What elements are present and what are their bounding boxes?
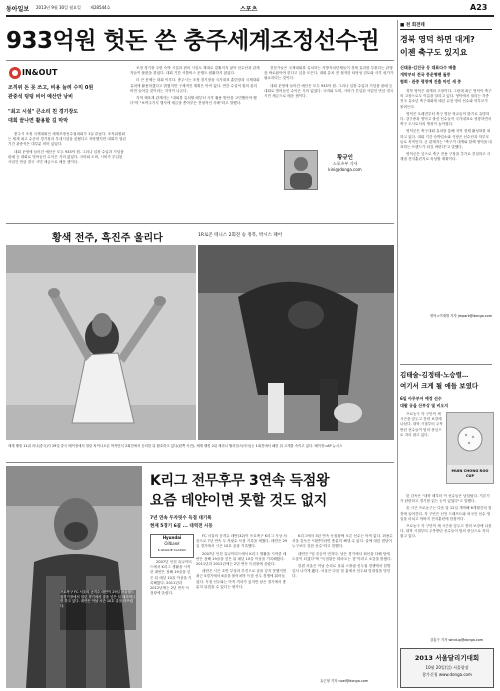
- sidebar-divider: [397, 20, 398, 688]
- section-name: 스포츠: [240, 6, 258, 13]
- reporter-photo: [284, 150, 318, 190]
- sidebar-box-2-headline-1: 김태술-김정태-노승렬…: [400, 371, 469, 379]
- in-out-subhead-2: "최고 시설" 큰소리 친 경기장도 대회 끝나면 활용할 길 막막: [8, 109, 79, 124]
- masthead-edition: 제28544호: [90, 5, 111, 10]
- reporter-email: kini@donga.com: [328, 167, 362, 172]
- sponsor-logo: Hyundai Oilbank K LEAGUE CLASSIC: [150, 534, 194, 558]
- photo-feature-subtitle: 1R로콘 테니스 2회전 승 정복, 박시스 패어: [198, 233, 283, 238]
- kleague-body-col2: K리그에서 3년 연속 득점왕에 오른 선수는 아직 없다. 최용수 서울 감독은 "데얀이라면 충분히 해낼 수 있다. 골에 대한 집념이 누구보다 강한 선수"라고 말했다. 데얀은 "팀 우승이 먼저다. 남은 경기에서 최선을 다해 팀에 도움이 되겠다"며 "득점왕은 따라오는 것"이라고 소감을 밝혔다. 한편 서울은 이날 승리로 상위 스플릿 선두권 경쟁에서 한발 앞서 나가게 됐다. 서울은 다음 달 홈에서 선두와 맞대결을 벌인다.: [292, 534, 393, 579]
- in-out-body-col1: 충주시 조정 국제대회인 세계조정선수권대회가 1일 끝났다. 조직위원회는 세계 최고 수준의 경기장과 부대시설을 갖췄다고 자랑했지만 대회가 열린 기간 관중석은 대부분 비어 있었다. 대회 운영에 들어간 예산은 모두 933억 원. 그러나 입장 수입과 기념품 판매 등 대회로 벌어들인 수익은 거의 없었다. 국비와 도비, 시비가 투입된 사업인 만큼 결국 시민 세금으로 메운 셈이다.: [8, 132, 126, 165]
- kleague-reporter: 유근형 기자 noel@donga.com: [320, 679, 369, 683]
- reporter-byline: [320, 155, 370, 173]
- sidebar-label: ■ 천 회전테: [400, 22, 492, 30]
- sidebar-box-1: [400, 22, 492, 372]
- tennis-photo-left: [6, 245, 196, 440]
- masthead-date: 2013년 9월 30일 월요일: [36, 5, 81, 10]
- in-out-label: IN&OUT: [22, 68, 58, 77]
- running-event-title: 2013 서울달리기대회: [414, 654, 480, 662]
- dejan-photo-caption: 프로축구 FC 서울의 공격수 데얀이 29일 서울월드컵경기장에서 열린 경기에서 골을 넣은 뒤 세리머니를 하고 있다. 데얀은 이날 시즌 10호 골을 터뜨렸다.: [60, 590, 136, 630]
- kleague-subheads: 7년 연속 두자릿수 득점 대기록 현재 5경기 6골 ... 대역전 시동: [150, 516, 213, 529]
- headline-underline: [6, 60, 394, 61]
- page-number: A23: [470, 3, 488, 12]
- running-event-ad: [400, 648, 494, 688]
- sidebar-ad-text: MUIN CHONG ROO CUP: [451, 469, 489, 478]
- sidebar-subheads: 신태용-김진규 등 대표다수 배출 개막부터 전국 풍운형팬 돌풍 협회ㆍ관중 평창예 진출 마인 세 중: [400, 65, 462, 84]
- kleague-body-col0: 2007년 인천 유나이티드에서 K리그 생활을 시작한 데얀은 첫해 19골을 넣은 뒤 매년 10골 이상을 기록해왔다. 2011년과 2012년에는 2년 연속 득점왕에 올랐다.: [150, 560, 192, 596]
- masthead-rule: [6, 15, 494, 17]
- reporter-title: 스포츠부 기자: [332, 161, 358, 166]
- sidebar-box-1-body: 경북 영덕은 대게의 고장이다. 그런데 최근 영덕이 축구의 고장으로도 이름을 알리고 있다. 영덕에서 열리는 각종 전국 유소년 축구대회에 매년 수천 명의 선수와 학부모가 몰려든다. 영덕은 오래전부터 축구 명문 학교들이 많기로 유명하다. 강구중과 영덕고 출신 선수들이 국가대표로 성장하면서 축구 도시로서의 명성이 높아졌다. 영덕군은 축구대회 유치를 통해 지역 경제 활성화를 꾀하고 있다. 대회 기간 숙박업소와 식당은 선수단과 학부모들로 북적인다. 군 관계자는 "축구가 대게와 함께 영덕을 대표하는 브랜드가 되길 바란다"고 말했다. 영덕군은 앞으로 축구 전용 구장을 추가로 건설하고 사계절 전지훈련지로 육성할 계획이다.: [400, 89, 492, 162]
- sidebar-box-2-body-b: 한 감독은 "대학 때부터 이 선수들은 남달랐다. 기본기가 탄탄하고 경기를 읽는 눈이 있었다"고 말했다. 올 시즌 프로농구는 다음 달 12일 개막해 6개월간의 열전에 들어간다. 각 구단은 신인 드래프트와 외국인 선수 영입을 마치고 막바지 전지훈련에 한창이다. 프로농구 각 구단이 새 시즌을 앞두고 전력 보강에 나섰다. 대학 시절부터 주목받던 선수들이 팀의 중심으로 자리 잡고 있다.: [400, 494, 492, 539]
- page-headline: 933억원 헛돈 쓴 충주세계조정선수권: [6, 28, 380, 54]
- sidebar-box-1-reporter: 영덕=이재명 기자 jmpark@donga.com: [429, 314, 492, 318]
- kleague-body-col1: FC 서울의 공격수 데얀(32)이 프로축구 K리그 사상 처음으로 7년 연속 두 자릿수 득점 기록을 세웠다. 데얀은 29일 경기에서 시즌 10호 골을 기록했다. 2007년 인천 유나이티드에서 K리그 생활을 시작한 데얀은 첫해 19골을 넣은 뒤 매년 10골 이상을 기록해왔다. 2011년과 2012년에는 2년 연속 득점왕에 올랐다. 데얀은 시즌 초반 부상과 부진으로 골을 넣지 못했지만 최근 5경기에서 6골을 몰아치며 득점 선두 경쟁에 뛰어들었다. 득점 선두와는 아직 격차가 있지만 남은 경기에서 충분히 뒤집을 수 있다는 평가다.: [196, 534, 288, 589]
- in-out-logo: [8, 66, 68, 80]
- golf-ball-icon: [447, 413, 493, 465]
- in-out-subhead-1: 조직위 돈 못 쓰고, 비용 늘려 수익 0원 관중석 텅텅 비어 예산만 낭비: [8, 85, 94, 100]
- tennis-photo-right: [198, 245, 394, 440]
- in-out-body-col2: 조정 경기장 주변 숙박 시설과 편의 시설도 제대로 갖춰지지 않아 선수단과 관계자들이 불편을 겪었다. 대회 기간 셔틀버스 운행도 원활하지 않았다. 더 큰 문제는 대회 이후다. 충주시는 조정 경기장을 국가대표 훈련장과 국제대회 유치에 활용하겠다고 밝혔지만 구체적인 계획은 아직 없다. 연간 수십억 원의 관리비만 들어갈 것이라는 지적이 나온다. 지역 체육계 관계자는 "대회를 유치할 때부터 사후 활용 방안을 고민했어야 했다"며 "보여주기식 행사에 세금을 쏟아부은 전형적인 사례"라고 말했다.: [130, 66, 260, 106]
- masthead: [6, 4, 494, 14]
- dejan-photo: [6, 466, 142, 688]
- paper-logo: 동아일보: [6, 6, 30, 13]
- in-out-emblem-icon: [8, 66, 22, 80]
- sidebar-ad-image: [446, 412, 494, 484]
- photo-feature-caption: 세계 랭킹 11위 리나(중국)가 29일 중국 베이징에서 열린 차이나오픈 여자단식 2회전에서 승리한 뒤 환호하고 있다(왼쪽 사진). 세계 랭킹 2위 세리나 윌리엄스(미국)는 1회전에서 패한 뒤 고개를 숙이고 있다. 베이징=AP 뉴시스: [8, 444, 343, 448]
- kleague-headline-2: 요즘 데얀이면 못할 것도 없지: [150, 493, 327, 509]
- in-out-body-col3: 전문가들은 국제대회를 유치하는 지방자치단체들이 경제 효과를 부풀리는 관행을 바로잡아야 한다고 입을 모은다. 대회 유치 전 철저한 타당성 검토와 사후 평가가 필요하다는 것이다. 대회 운영에 들어간 예산은 모두 933억 원. 그러나 입장 수입과 기념품 판매 등 대회로 벌어들인 수익은 거의 없었다. 국비와 도비, 시비가 투입된 사업인 만큼 결국 시민 세금으로 메운 셈이다.: [264, 66, 394, 99]
- reporter-face-icon: [285, 151, 317, 189]
- sidebar-headline-2: 이젠 축구도 있지요: [400, 48, 468, 57]
- running-event-signup: 참가신청 www.donga.com: [422, 672, 472, 677]
- photo-section-rule: [6, 223, 394, 224]
- kleague-rule: [6, 462, 394, 463]
- kleague-headline-1: K리그 전무후무 3연속 득점왕: [150, 473, 330, 489]
- sidebar-box-2-reporter: 강홍구 기자 windup@donga.com: [430, 638, 484, 642]
- sidebar-box-2-body-a: 프로농구 각 구단이 새 시즌을 앞두고 전력 보강에 나섰다. 대학 시절부터 주목받던 선수들이 팀의 중심으로 자리 잡고 있다.: [400, 412, 443, 437]
- sidebar-rule-1: [400, 364, 492, 365]
- sidebar-box-2-headline-2: 여기서 크게 될 애들 보였다: [400, 382, 479, 390]
- photo-feature-title: 황색 전주, 흑진주 울리다: [52, 233, 163, 244]
- reporter-name: 황규인: [337, 155, 353, 161]
- running-event-date: 10월 20일(일) 서울광장: [425, 665, 469, 670]
- sidebar-box-2-subheads: 6일 아무부어 예정 선수 대팔 공을 산부상 및 비오지: [400, 396, 449, 408]
- sidebar-headline-1: 경북 영덕 하면 대게?: [400, 35, 475, 44]
